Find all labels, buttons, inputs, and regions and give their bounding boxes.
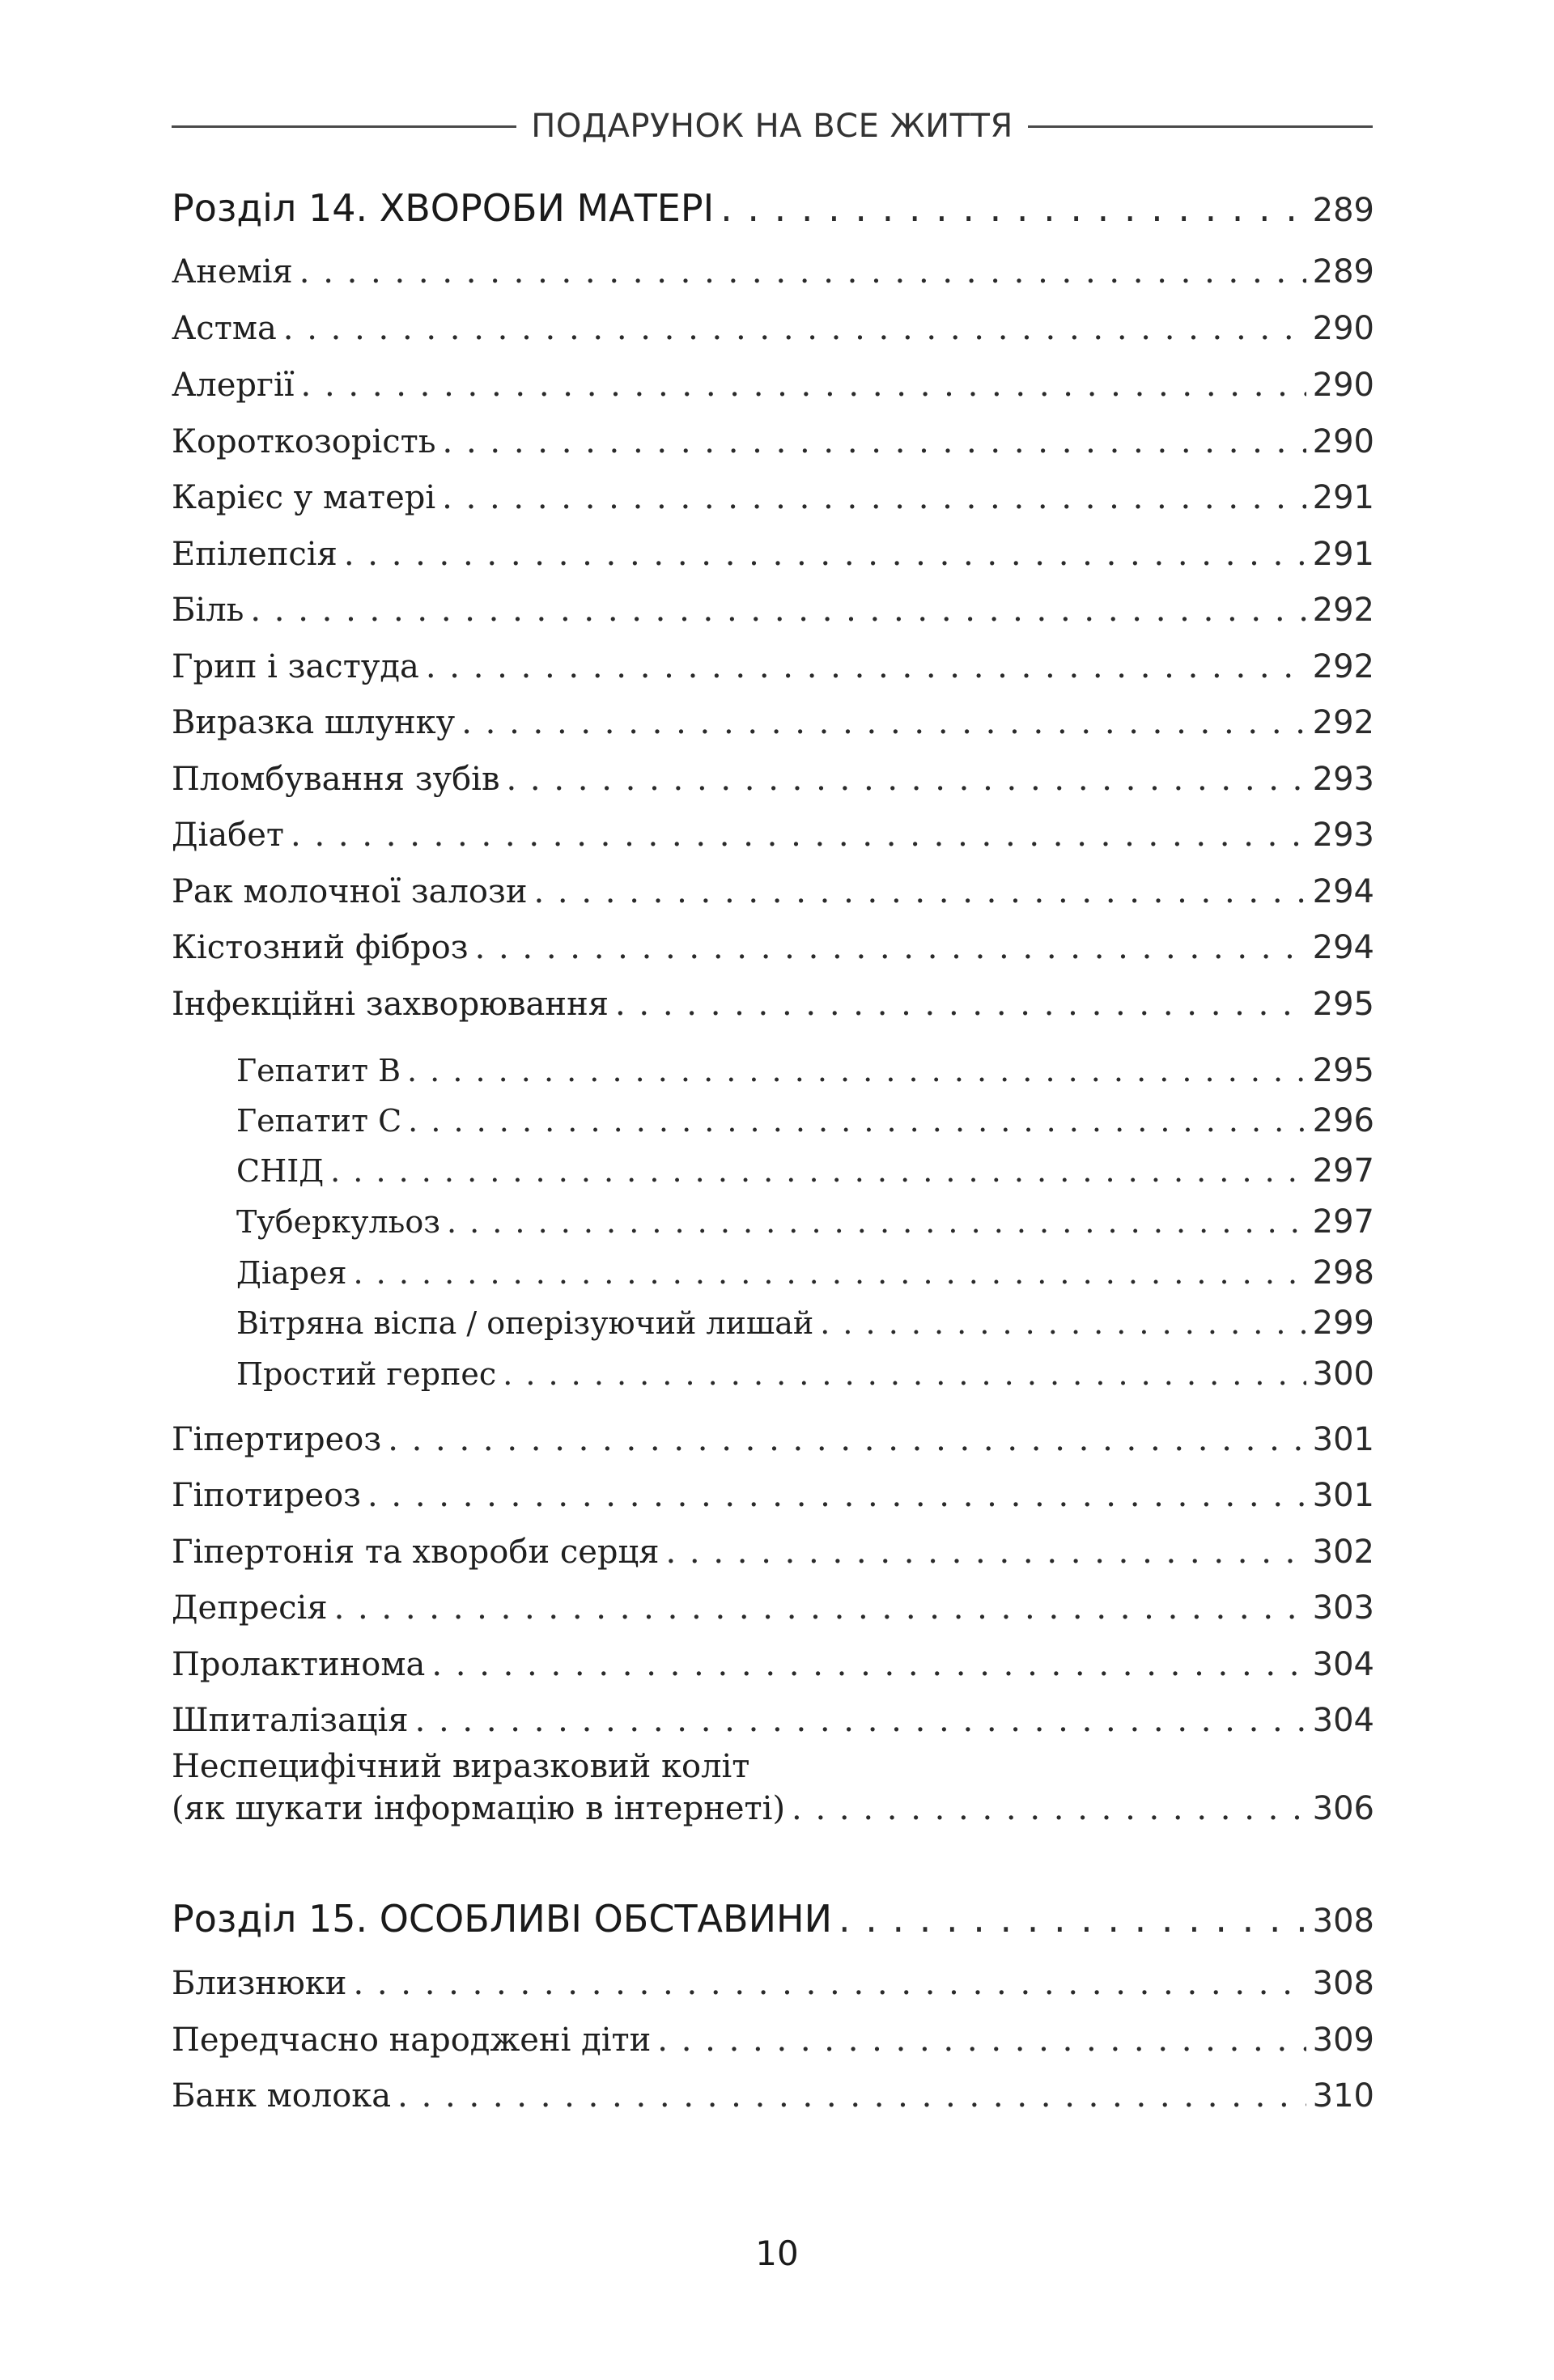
page-number: 298 bbox=[1312, 1254, 1374, 1292]
toc-sub-entry bbox=[236, 1254, 1374, 1303]
page-number: 301 bbox=[1312, 1477, 1374, 1514]
dot-leader bbox=[507, 761, 1306, 798]
page-number: 292 bbox=[1312, 648, 1374, 685]
toc-entry-label: Простий герпес bbox=[236, 1356, 497, 1392]
page-number: 301 bbox=[1312, 1421, 1374, 1458]
dot-leader bbox=[665, 1534, 1306, 1571]
toc-entry bbox=[172, 1702, 1374, 1750]
running-header bbox=[172, 102, 1373, 151]
page-number: 300 bbox=[1312, 1355, 1374, 1393]
dot-leader bbox=[657, 2022, 1306, 2059]
header-rule-left bbox=[172, 125, 516, 128]
toc-entry-label: Передчасно народжені діти bbox=[172, 2022, 652, 2059]
toc-entry-label: Епілепсія bbox=[172, 536, 338, 573]
dot-leader bbox=[330, 1153, 1306, 1189]
dot-leader bbox=[334, 1589, 1306, 1627]
dot-leader bbox=[426, 648, 1306, 685]
dot-leader bbox=[299, 253, 1306, 291]
toc-sub-entry bbox=[236, 1305, 1374, 1353]
dot-leader bbox=[408, 1103, 1306, 1139]
toc-entry-label: Кістозний фіброз bbox=[172, 929, 469, 966]
page-number: 304 bbox=[1312, 1646, 1374, 1683]
dot-leader bbox=[615, 986, 1306, 1023]
page-number: 299 bbox=[1312, 1305, 1374, 1342]
toc-entry bbox=[172, 1646, 1374, 1695]
page-number: 308 bbox=[1312, 1903, 1374, 1940]
page-number: 290 bbox=[1312, 310, 1374, 347]
page-number: 289 bbox=[1312, 253, 1374, 291]
toc-entry-label: Туберкульоз bbox=[236, 1204, 440, 1240]
toc-entry bbox=[172, 704, 1374, 753]
toc-entry bbox=[172, 2077, 1374, 2126]
toc-entry bbox=[172, 253, 1374, 302]
page-number: 293 bbox=[1312, 761, 1374, 798]
toc-entry-label: Анемія bbox=[172, 253, 293, 291]
dot-leader bbox=[443, 423, 1306, 460]
dot-leader bbox=[388, 1421, 1306, 1458]
dot-leader bbox=[291, 817, 1306, 854]
dot-leader bbox=[397, 2077, 1306, 2115]
page-number: 290 bbox=[1312, 423, 1374, 460]
toc-entry bbox=[172, 1534, 1374, 1582]
toc-entry bbox=[172, 817, 1374, 865]
toc-entry-label: Грип і застуда bbox=[172, 648, 419, 685]
page-number: 296 bbox=[1312, 1102, 1374, 1139]
toc-entry-label: Рак молочної залози bbox=[172, 873, 528, 910]
toc-entry-label: Пломбування зубів bbox=[172, 761, 500, 798]
toc-entry-label: Гепатит B bbox=[236, 1053, 401, 1088]
page-number: 295 bbox=[1312, 986, 1374, 1023]
toc-entry-label: Близнюки bbox=[172, 1965, 347, 2002]
page-number: 297 bbox=[1312, 1152, 1374, 1190]
toc-entry bbox=[172, 1589, 1374, 1638]
toc-entry-label: Гіпертиреоз bbox=[172, 1421, 382, 1458]
page-number: 309 bbox=[1312, 2022, 1374, 2059]
toc-entry bbox=[172, 423, 1374, 472]
page-number: 310 bbox=[1312, 2077, 1374, 2115]
dot-leader bbox=[461, 704, 1306, 741]
toc-entry bbox=[172, 929, 1374, 978]
dot-leader bbox=[301, 367, 1306, 404]
dot-leader bbox=[344, 536, 1306, 573]
toc-entry bbox=[172, 986, 1374, 1034]
toc-entry-label: Короткозорість bbox=[172, 423, 436, 460]
page-number: 295 bbox=[1312, 1052, 1374, 1089]
page-number: 289 bbox=[1312, 192, 1374, 229]
dot-leader bbox=[839, 1897, 1306, 1941]
dot-leader bbox=[283, 310, 1306, 347]
toc-entry bbox=[172, 592, 1374, 640]
dot-leader bbox=[415, 1702, 1306, 1739]
toc-entry bbox=[172, 536, 1374, 584]
toc-sub-entry bbox=[236, 1203, 1374, 1252]
toc-entry-label: Гіпотиреоз bbox=[172, 1477, 361, 1514]
dot-leader bbox=[250, 592, 1306, 629]
toc-entry bbox=[172, 1421, 1374, 1470]
toc-entry bbox=[172, 1477, 1374, 1525]
toc-entry-label: Інфекційні захворювання bbox=[172, 986, 609, 1023]
chapter-15-heading bbox=[172, 1897, 1374, 1945]
page-number: 290 bbox=[1312, 367, 1374, 404]
dot-leader bbox=[503, 1356, 1306, 1392]
toc-entry-label: СНІД bbox=[236, 1153, 325, 1189]
toc-entry bbox=[172, 873, 1374, 922]
toc-sub-entry bbox=[236, 1102, 1374, 1151]
page-number: 304 bbox=[1312, 1702, 1374, 1739]
page-number: 292 bbox=[1312, 704, 1374, 741]
dot-leader bbox=[354, 1255, 1306, 1291]
toc-entry bbox=[172, 2022, 1374, 2070]
dot-leader bbox=[367, 1477, 1306, 1514]
toc-sub-entry bbox=[236, 1052, 1374, 1101]
dot-leader bbox=[534, 873, 1306, 910]
dot-leader bbox=[820, 1305, 1306, 1341]
page-number: 308 bbox=[1312, 1965, 1374, 2002]
toc-entry-label: Банк молока bbox=[172, 2077, 392, 2115]
toc-sub-entry bbox=[236, 1152, 1374, 1201]
toc-entry-label: Виразка шлунку bbox=[172, 704, 456, 741]
page-number: 293 bbox=[1312, 817, 1374, 854]
page-number: 302 bbox=[1312, 1534, 1374, 1571]
toc-entry-first-line: Неспецифічний виразковий коліт bbox=[172, 1748, 750, 1785]
chapter-title: Розділ 14. ХВОРОБИ МАТЕРІ bbox=[172, 186, 715, 230]
page-number: 306 bbox=[1312, 1790, 1374, 1827]
toc-entry-label: Вітряна віспа / оперізуючий лишай bbox=[236, 1305, 814, 1341]
page-number: 294 bbox=[1312, 873, 1374, 910]
page-number: 292 bbox=[1312, 592, 1374, 629]
toc-entry bbox=[172, 479, 1374, 528]
toc-entry-label: Шпиталізація bbox=[172, 1702, 409, 1739]
toc-entry-label: Гіпертонія та хвороби серця bbox=[172, 1534, 660, 1571]
dot-leader bbox=[431, 1646, 1306, 1683]
running-header-title: ПОДАРУНОК НА ВСЕ ЖИТТЯ bbox=[531, 108, 1013, 145]
page-number: 297 bbox=[1312, 1203, 1374, 1241]
chapter-14-heading bbox=[172, 186, 1374, 235]
dot-leader bbox=[353, 1965, 1306, 2002]
toc-entry bbox=[172, 367, 1374, 415]
toc-entry-label: Карієс у матері bbox=[172, 479, 436, 516]
page-number: 294 bbox=[1312, 929, 1374, 966]
page-folio: 10 bbox=[755, 2234, 799, 2273]
dot-leader bbox=[407, 1053, 1306, 1088]
toc-entry-label: Алергії bbox=[172, 367, 295, 404]
toc-entry bbox=[172, 1790, 1374, 1839]
toc-sub-entry bbox=[236, 1355, 1374, 1404]
toc-entry bbox=[172, 648, 1374, 697]
dot-leader bbox=[475, 929, 1306, 966]
toc-entry-label: Діарея bbox=[236, 1255, 347, 1291]
toc-entry-label: Пролактинома bbox=[172, 1646, 426, 1683]
dot-leader bbox=[447, 1204, 1306, 1240]
dot-leader bbox=[792, 1790, 1306, 1827]
page-number: 303 bbox=[1312, 1589, 1374, 1627]
header-rule-right bbox=[1028, 125, 1373, 128]
page-number: 291 bbox=[1312, 479, 1374, 516]
toc-entry-label: Депресія bbox=[172, 1589, 328, 1627]
toc-entry-label: (як шукати інформацію в інтернеті) bbox=[172, 1790, 786, 1827]
toc-entry bbox=[172, 1965, 1374, 2013]
toc-entry bbox=[172, 761, 1374, 809]
page-number: 291 bbox=[1312, 536, 1374, 573]
toc-entry-label: Діабет bbox=[172, 817, 285, 854]
toc-entry bbox=[172, 310, 1374, 358]
toc-entry-label: Біль bbox=[172, 592, 244, 629]
chapter-title: Розділ 15. ОСОБЛИВІ ОБСТАВИНИ bbox=[172, 1897, 832, 1941]
dot-leader bbox=[720, 186, 1306, 230]
toc-entry-label: Астма bbox=[172, 310, 277, 347]
toc-entry-label: Гепатит C bbox=[236, 1103, 402, 1139]
dot-leader bbox=[442, 479, 1306, 516]
